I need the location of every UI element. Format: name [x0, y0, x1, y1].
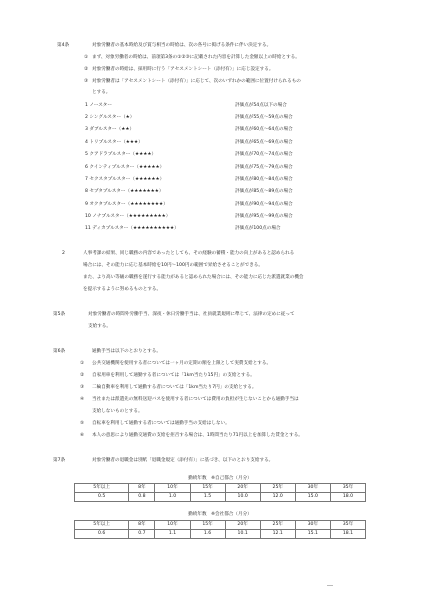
rank-condition: 評価点が75点～79点の場合: [235, 165, 293, 170]
table-header-cell: 15年: [190, 521, 225, 530]
rank-label: 8 セプタプルスター（★★★★★★★）: [85, 189, 164, 194]
rank-label: 9 オクタプルスター（★★★★★★★★）: [85, 202, 168, 207]
table-header-cell: 20年: [225, 521, 260, 530]
article-4-number: 第4条: [57, 43, 70, 48]
rank-condition: 評価点が95点～99点の場合: [235, 214, 293, 219]
rank-label: 11 ディカプルスター（★★★★★★★★★★）: [85, 226, 179, 231]
item-marker: ③: [80, 385, 85, 390]
table-cell: 10.1: [225, 530, 260, 539]
rank-label: 4 トリプルスター（★★★）: [85, 140, 143, 145]
item-marker: ⑥: [80, 433, 85, 438]
rank-condition: 評価点が65点～69点の場合: [235, 140, 293, 145]
rank-label: 1 ノースター: [85, 103, 112, 108]
article-6-number: 第6条: [53, 349, 66, 354]
article-7-text: 対象労働者の退職金は別紙「退職金規定（添付有）」に基づき、以下のとおり支給する。: [92, 458, 274, 463]
rank-label: 3 ダブルスター（★★）: [85, 127, 135, 132]
table-caption: 勤続年数 ※会社都合（月分）: [188, 512, 252, 517]
item-marker: ①: [80, 361, 85, 366]
rank-condition: 評価点が54点以下の場合: [235, 103, 287, 108]
table-cell: 1.5: [190, 493, 225, 502]
article-5-line: 支給する。: [88, 324, 111, 329]
rank-condition: 評価点が85点～89点の場合: [235, 189, 293, 194]
retirement-table-company: [74, 520, 366, 539]
rank-label: 6 クインティプルスター（★★★★★）: [85, 165, 165, 170]
commute-item: 自転車を利用して通勤する者については通勤手当の支給はしない。: [92, 421, 230, 426]
rank-condition: 評価点が60点～64点の場合: [235, 127, 293, 132]
table-header-cell: 5年以上: [75, 521, 129, 530]
rank-condition: 評価点が100点の場合: [235, 226, 281, 231]
table-cell: 15.0: [295, 493, 330, 502]
paragraph-2-line: また、より高い等級の職務を遂行する能力があると認められた場合には、その能力に応じた派遣就業の機会: [83, 275, 304, 280]
paragraph-2-line: 場合には、その能力に応じ基本時給を10円～100円の範囲で昇給させることができる。: [83, 263, 263, 268]
table-cell: 0.8: [129, 493, 155, 502]
item-marker: ④: [80, 397, 85, 402]
table-cell: 0.5: [75, 493, 129, 502]
article-5-number: 第5条: [53, 312, 66, 317]
item-marker: ①: [84, 55, 89, 60]
commute-item: 二輪自動車を利用して通勤する者については「1km当たり7円」の支給とする。: [92, 385, 257, 390]
table-cell: 1.6: [190, 530, 225, 539]
table-cell: 1.1: [155, 530, 190, 539]
table-cell: 0.6: [75, 530, 129, 539]
table-cell: 15.1: [295, 530, 330, 539]
table-cell: 10.0: [225, 493, 260, 502]
article-4-line: 対象労働者の基本時給及び賞与相当の時給は、次の各号に掲げる条件に伴い決定する。: [92, 43, 272, 48]
table-header-cell: 35年: [330, 484, 365, 493]
table-header-cell: 10年: [155, 521, 190, 530]
rank-condition: 評価点が80点～84点の場合: [235, 177, 293, 182]
rank-condition: 評価点が70点～74点の場合: [235, 152, 293, 157]
table-header-cell: 35年: [330, 521, 365, 530]
article-6-intro: 通勤手当は以下のとおりとする。: [92, 349, 161, 354]
table-header-row: [75, 521, 366, 530]
table-header-cell: 30年: [295, 484, 330, 493]
commute-item: 公共交通機関を使用する者については一ヶ月の定期の額を上限として実費支給とする。: [92, 361, 272, 366]
article-4-line: 対象労働者は「アセスメントシート（添付有）」に応じて、次のいずれかの範囲に位置付けられるもの: [92, 79, 301, 84]
item-marker: ③: [84, 79, 89, 84]
item-marker: ②: [80, 373, 85, 378]
table-cell: 12.1: [260, 530, 295, 539]
rank-label: 2 シングルスター（★）: [85, 115, 135, 120]
table-row: [75, 493, 366, 502]
table-cell: 12.0: [260, 493, 295, 502]
table-caption: 勤続年数 ※自己都合（月分）: [188, 476, 252, 481]
retirement-table-voluntary: [74, 483, 366, 502]
table-row: [75, 530, 366, 539]
table-cell: 18.1: [330, 530, 365, 539]
page-mark: [327, 585, 333, 586]
table-cell: 18.0: [330, 493, 365, 502]
rank-condition: 評価点が55点～59点の場合: [235, 115, 293, 120]
rank-label: 10 ノナプルスター（★★★★★★★★★）: [85, 214, 171, 219]
table-header-cell: 30年: [295, 521, 330, 530]
table-header-cell: 10年: [155, 484, 190, 493]
table-header-cell: 20年: [225, 484, 260, 493]
table-header-cell: 15年: [190, 484, 225, 493]
rank-condition: 評価点が90点～94点の場合: [235, 202, 293, 207]
article-4-line: まず、対象労働者の時給は、前項第3条の①②③に記載された内容を計算した金額以上の時給とする。: [92, 55, 300, 60]
table-header-cell: 8年: [129, 521, 155, 530]
article-4-line: 対象労働者の時給は、採用時に行う「アセスメントシート（添付有）」に応じ設定する。: [92, 67, 274, 72]
table-header-cell: 25年: [260, 521, 295, 530]
commute-item: 当社または派遣先の無料送迎バスを使用する者については費用の負担が生じないことから通勤手当は: [92, 397, 299, 402]
table-cell: 0.7: [129, 530, 155, 539]
article-4-line: とする。: [92, 90, 111, 95]
table-header-row: [75, 484, 366, 493]
paragraph-2-line: を提示するように努めるものとする。: [83, 287, 162, 292]
paragraph-2-number: 2: [62, 251, 65, 256]
paragraph-2-line: 人事考課の結果、同じ職務の内容であったとしても、その経験の蓄積・能力の向上があると認められる: [83, 251, 295, 256]
table-header-cell: 25年: [260, 484, 295, 493]
rank-label: 7 セクスタプルスター（★★★★★★）: [85, 177, 165, 182]
table-header-cell: 5年以上: [75, 484, 129, 493]
commute-item: 支給しないものとする。: [92, 409, 143, 414]
rank-label: 5 クアドラプルスター（★★★★）: [85, 152, 157, 157]
table-header-cell: 8年: [129, 484, 155, 493]
commute-item: 自家用車を利用して通勤する者については「1km当たり15円」の支給とする。: [92, 373, 255, 378]
article-7-number: 第7条: [53, 458, 66, 463]
table-cell: 1.0: [155, 493, 190, 502]
commute-item: 本人の意思により通勤交通費の支給を拒否する場合は、1時間当たり71円以上を加算した賃金とする。: [92, 433, 303, 438]
item-marker: ⑤: [80, 421, 85, 426]
item-marker: ②: [84, 67, 89, 72]
article-5-line: 対象労働者の時間外労働手当、深夜・休日労働手当は、社員就業規則に準じて、法律の定めに従って: [88, 312, 295, 317]
